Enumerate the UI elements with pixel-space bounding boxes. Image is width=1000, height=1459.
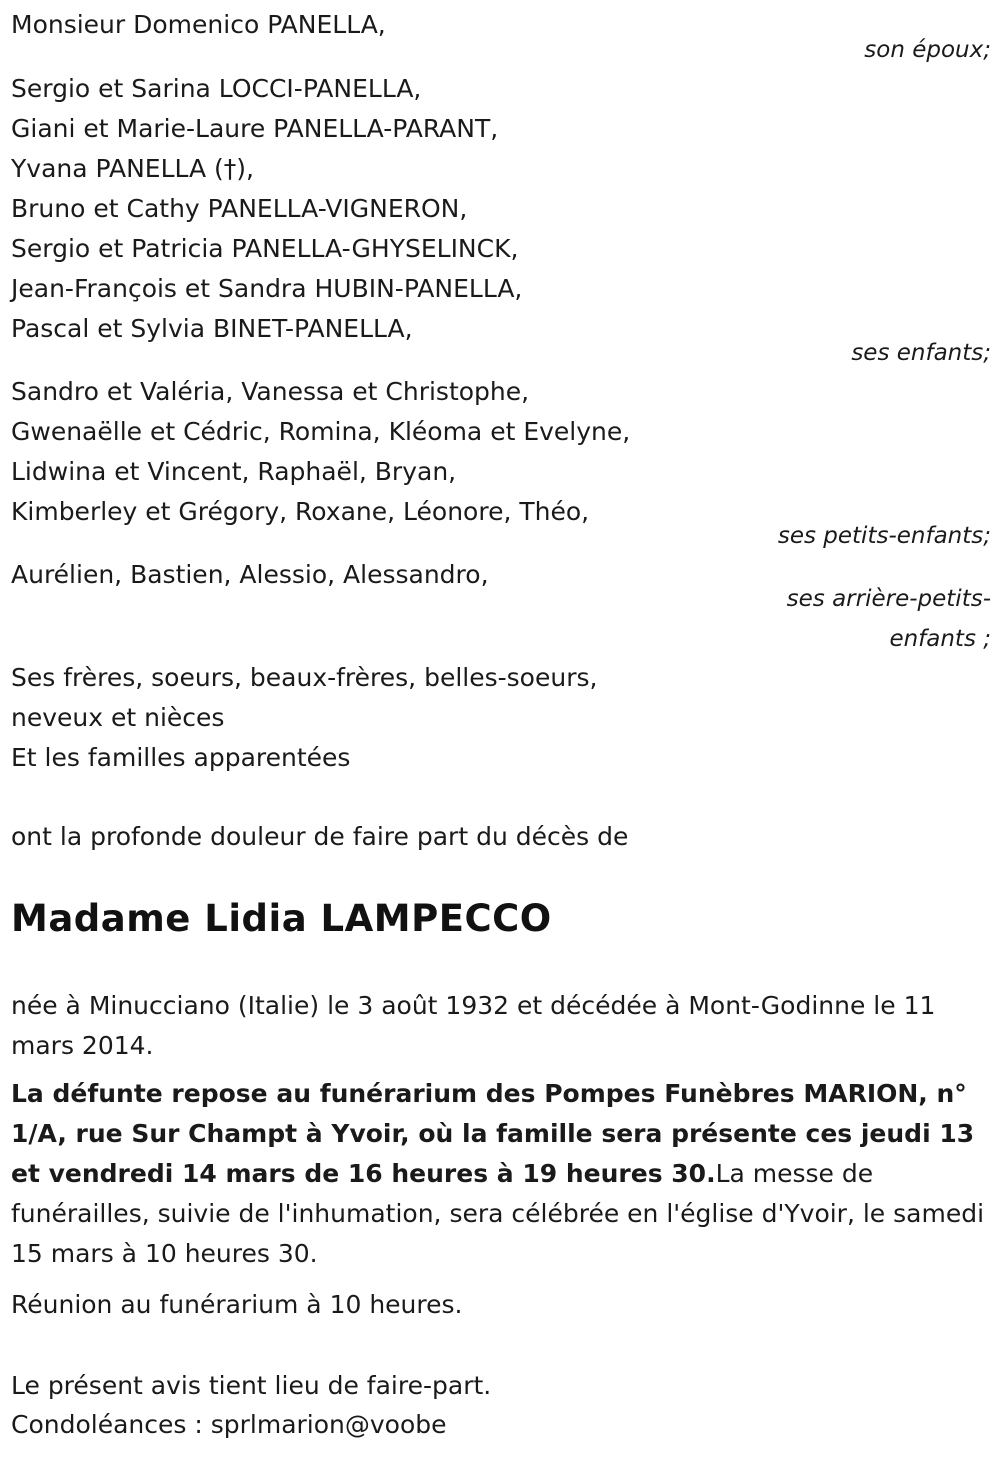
child-line: Pascal et Sylvia BINET-PANELLA, (11, 314, 413, 343)
child-line: Sergio et Sarina LOCCI-PANELLA, (11, 74, 422, 103)
reunion-text: Réunion au funérarium à 10 heures. (11, 1290, 463, 1319)
family-line: neveux et nièces (11, 703, 225, 732)
great-grandchildren-line: Aurélien, Bastien, Alessio, Alessandro, (11, 560, 489, 589)
grandchild-line: Kimberley et Grégory, Roxane, Léonore, Théo, (11, 497, 590, 526)
great-grandchildren-relation-2: enfants ; (889, 626, 991, 652)
funeral-details (11, 1074, 991, 1274)
viewing-details: La défunte repose au funérarium des Pompes Funèbres MARION, n° 1/A, rue Sur Champt à Yvoir, où la famille sera présente ces jeudi 13 et vendredi 14 mars de 16 heures à 19 heures 30. (11, 1079, 975, 1188)
grandchild-line: Gwenaëlle et Cédric, Romina, Kléoma et Evelyne, (11, 417, 631, 446)
child-line: Sergio et Patricia PANELLA-GHYSELINCK, (11, 234, 519, 263)
child-line: Bruno et Cathy PANELLA-VIGNERON, (11, 194, 468, 223)
spouse-name: Monsieur Domenico PANELLA, (11, 10, 386, 39)
child-line: Yvana PANELLA (†), (11, 154, 255, 183)
child-line: Jean-François et Sandra HUBIN-PANELLA, (11, 274, 523, 303)
grandchild-line: Sandro et Valéria, Vanessa et Christophe, (11, 377, 530, 406)
great-grandchildren-relation-1: ses arrière-petits- (786, 586, 991, 612)
birth-death-text: née à Minucciano (Italie) le 3 août 1932 et décédée à Mont-Godinne le 11 mars 2014. (11, 991, 936, 1060)
grandchildren-relation: ses petits-enfants; (777, 523, 991, 549)
children-relation: ses enfants; (851, 340, 991, 366)
funeral-mass-text: La messe de funérailles, suivie de l'inhumation, sera célébrée en l'église d'Yvoir, le samedi 15 mars à 10 heures 30. (11, 1159, 985, 1268)
deceased-name: Madame Lidia LAMPECCO (11, 897, 552, 940)
spouse-relation: son époux; (864, 37, 991, 63)
grandchild-line: Lidwina et Vincent, Raphaël, Bryan, (11, 457, 457, 486)
family-line: Ses frères, soeurs, beaux-frères, belles-soeurs, (11, 663, 598, 692)
child-line: Giani et Marie-Laure PANELLA-PARANT, (11, 114, 499, 143)
announcement-text: ont la profonde douleur de faire part du décès de (11, 822, 629, 851)
family-line: Et les familles apparentées (11, 743, 351, 772)
notice-text: Le présent avis tient lieu de faire-part. (11, 1371, 492, 1400)
condolences-text: Condoléances : sprlmarion@voobe (11, 1410, 447, 1439)
